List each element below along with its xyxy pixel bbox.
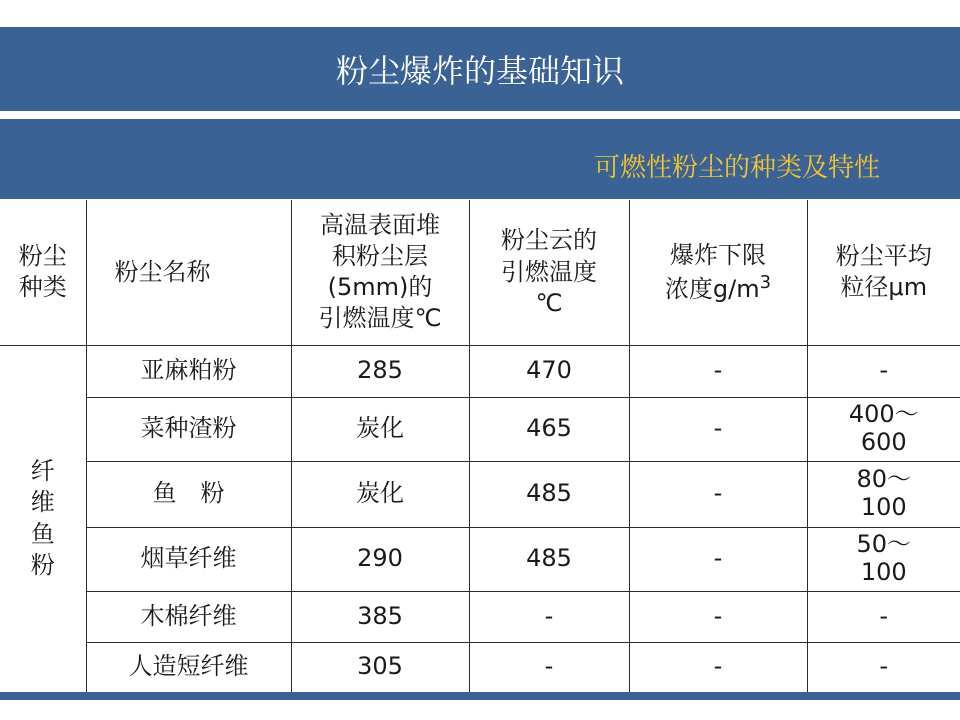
cell-layer-ignition-temp: 285	[291, 345, 469, 397]
cell-cloud-ignition-temp: 470	[469, 345, 629, 397]
cell-particle-size: -	[807, 642, 960, 692]
superscript-3: 3	[759, 271, 772, 293]
table-row	[0, 461, 960, 527]
cell-lower-explosion-limit: -	[629, 397, 807, 461]
table-row	[0, 527, 960, 591]
cell-lower-explosion-limit: -	[629, 642, 807, 692]
table-row	[0, 345, 960, 397]
header-dust-type: 粉尘 种类	[0, 200, 86, 345]
cell-dust-name: 木棉纤维	[86, 591, 291, 642]
header-dust-name: 粉尘名称	[86, 200, 291, 345]
cell-dust-name: 烟草纤维	[86, 527, 291, 591]
cell-particle-size: -	[807, 345, 960, 397]
cell-dust-name: 菜种渣粉	[86, 397, 291, 461]
cell-dust-name: 鱼 粉	[86, 461, 291, 527]
cell-lower-explosion-limit: -	[629, 345, 807, 397]
cell-cloud-ignition-temp: 485	[469, 461, 629, 527]
cell-layer-ignition-temp: 385	[291, 591, 469, 642]
category-cell: 纤 维 鱼 粉	[0, 345, 86, 692]
cell-lower-explosion-limit: -	[629, 591, 807, 642]
title-banner	[0, 27, 960, 111]
header-row	[0, 200, 960, 345]
cell-layer-ignition-temp: 炭化	[291, 461, 469, 527]
bottom-bar	[0, 692, 960, 700]
table-row	[0, 397, 960, 461]
cell-particle-size: 80～ 100	[807, 461, 960, 527]
slide-title: 粉尘爆炸的基础知识	[335, 52, 624, 90]
table-row	[0, 642, 960, 692]
slide-subtitle: 可燃性粉尘的种类及特性	[593, 153, 880, 183]
cell-cloud-ignition-temp: -	[469, 642, 629, 692]
cell-layer-ignition-temp: 290	[291, 527, 469, 591]
cell-lower-explosion-limit: -	[629, 527, 807, 591]
header-layer-ignition-temp: 高温表面堆 积粉尘层 (5mm)的 引燃温度℃	[291, 200, 469, 345]
cell-particle-size: 50～ 100	[807, 527, 960, 591]
header-lower-explosion-limit: 爆炸下限 浓度$g/m^3$	[629, 200, 807, 345]
dust-properties-table	[0, 200, 960, 693]
table-row	[0, 591, 960, 642]
cell-cloud-ignition-temp: 485	[469, 527, 629, 591]
cell-layer-ignition-temp: 305	[291, 642, 469, 692]
cell-dust-name: 人造短纤维	[86, 642, 291, 692]
cell-layer-ignition-temp: 炭化	[291, 397, 469, 461]
cell-cloud-ignition-temp: -	[469, 591, 629, 642]
header-cloud-ignition-temp: 粉尘云的 引燃温度 ℃	[469, 200, 629, 345]
header-particle-size: 粉尘平均 粒径μm	[807, 200, 960, 345]
cell-dust-name: 亚麻粕粉	[86, 345, 291, 397]
cell-particle-size: 400～ 600	[807, 397, 960, 461]
cell-particle-size: -	[807, 591, 960, 642]
subtitle-banner	[0, 119, 960, 199]
cell-cloud-ignition-temp: 465	[469, 397, 629, 461]
cell-lower-explosion-limit: -	[629, 461, 807, 527]
